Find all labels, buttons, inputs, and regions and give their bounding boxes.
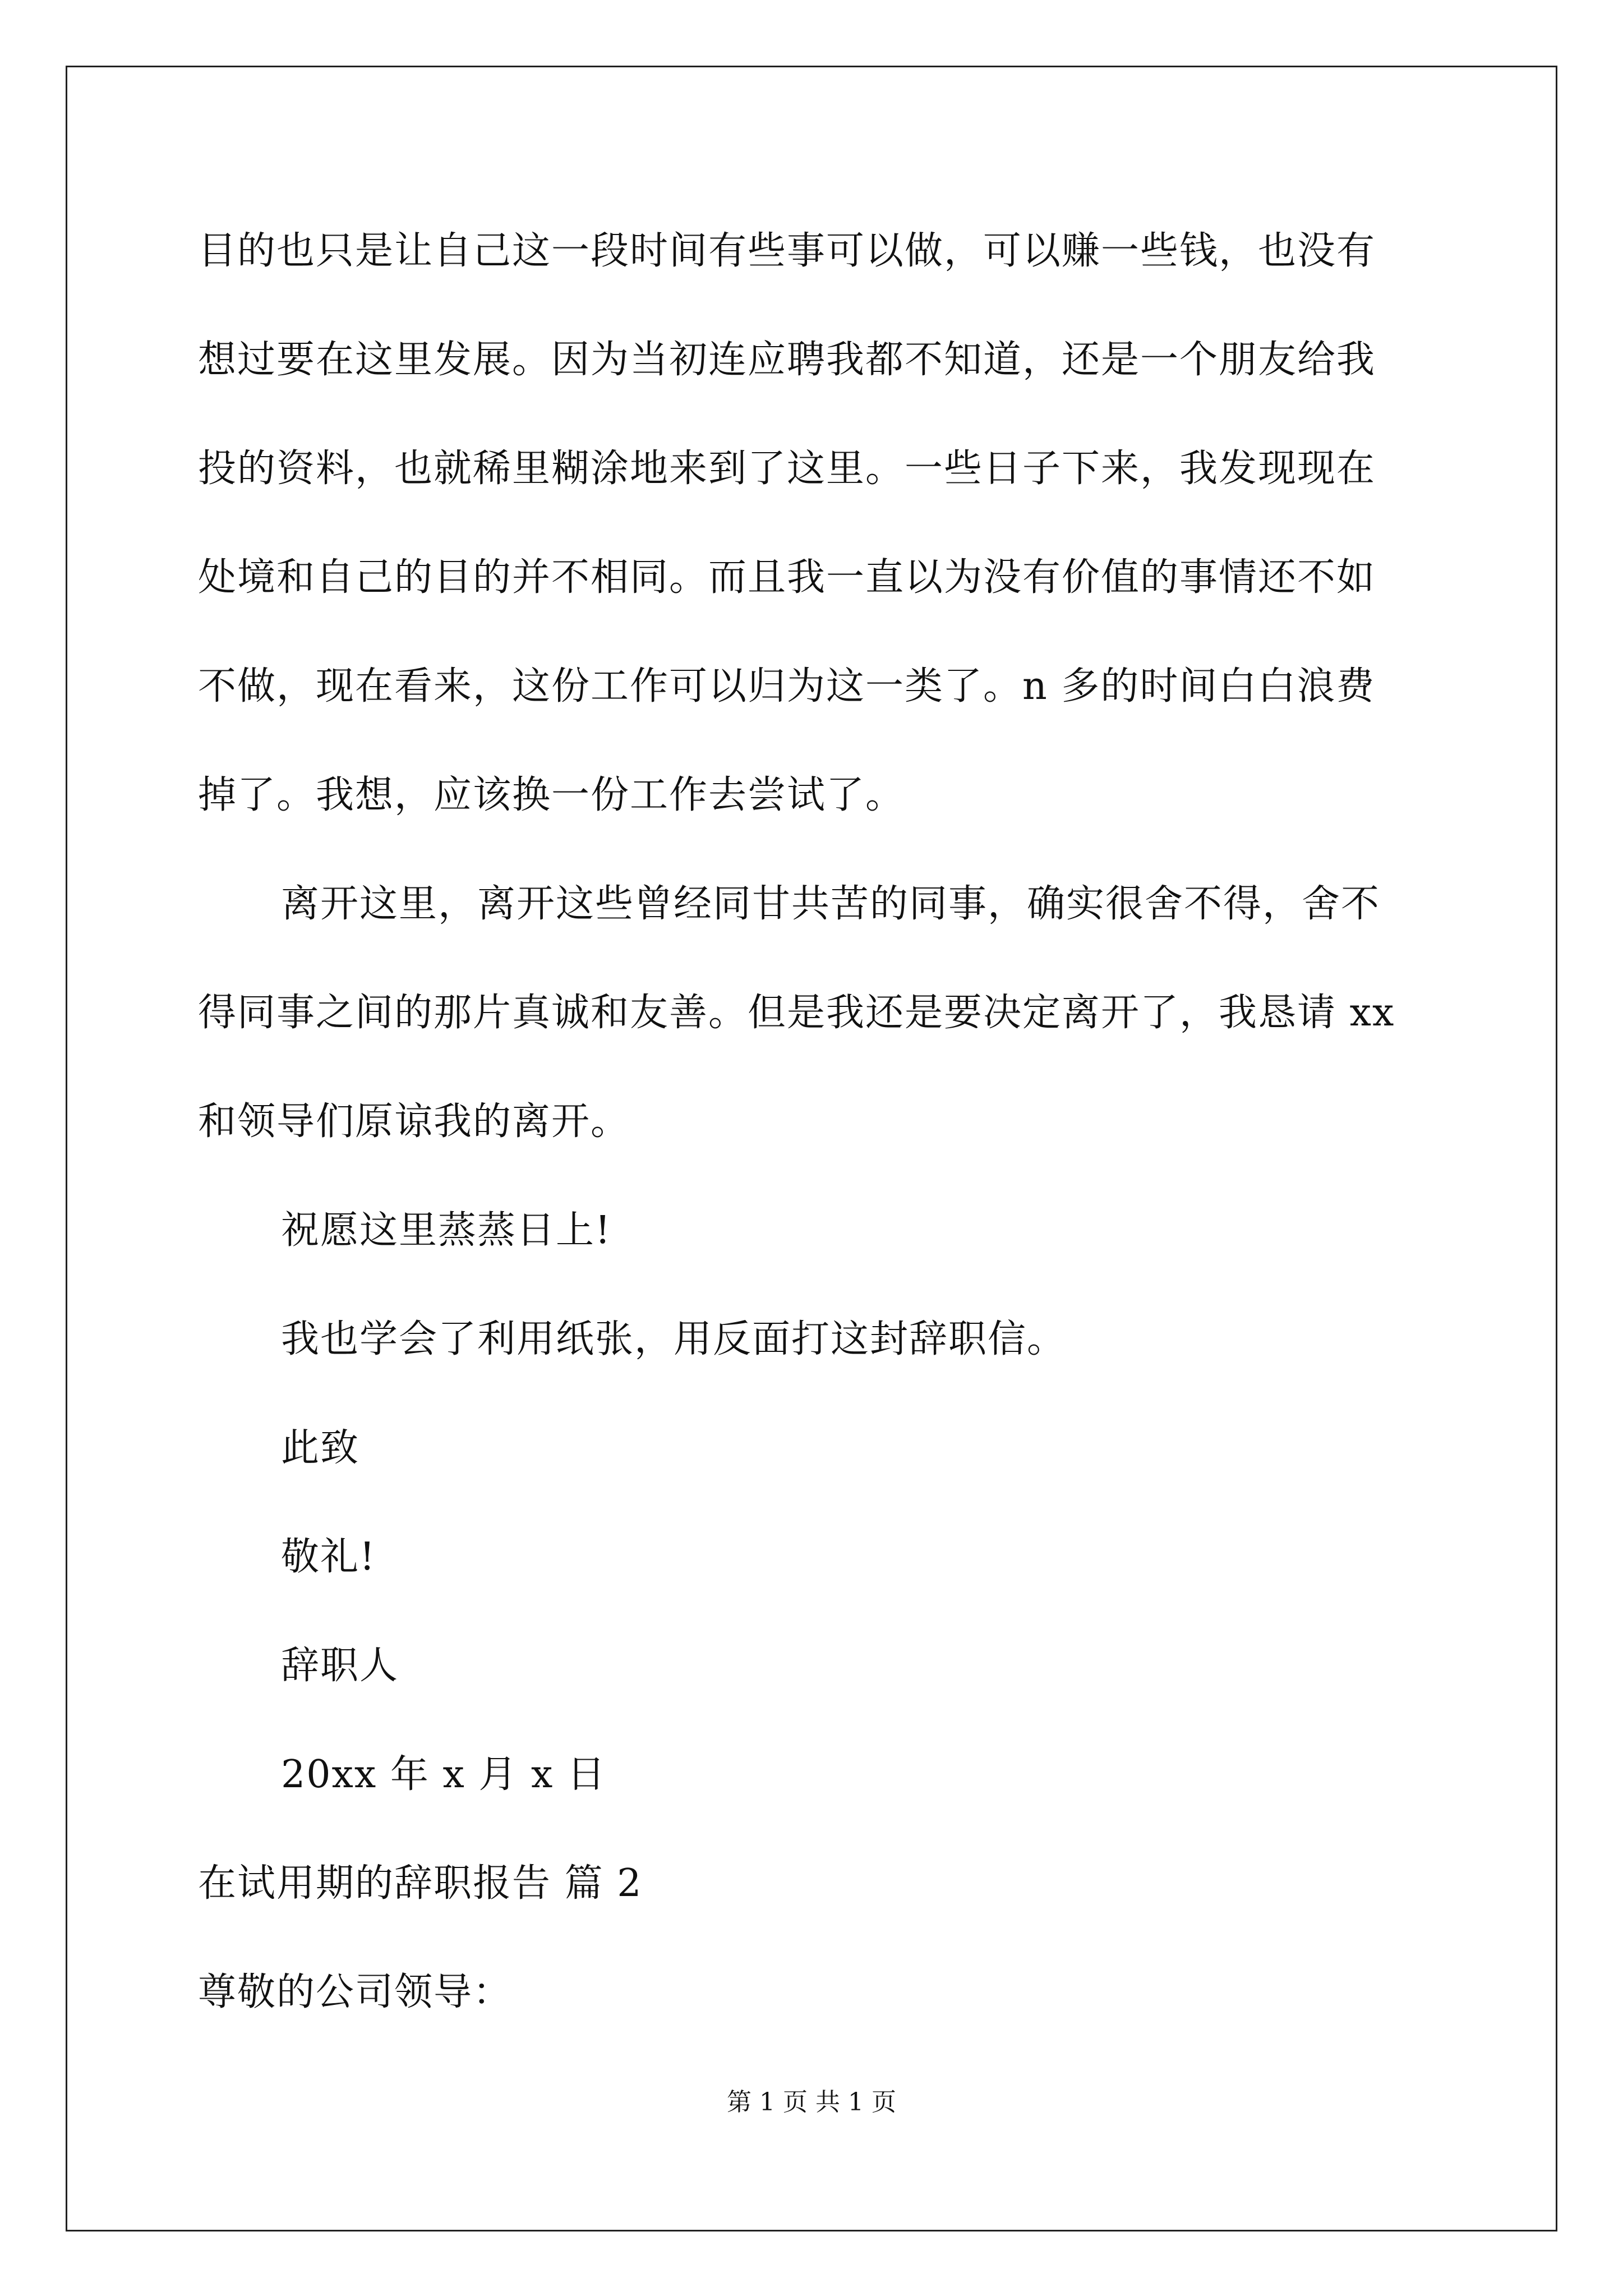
document-body (198, 218, 1432, 2068)
salutation-closing: 此致 (281, 1426, 360, 1470)
paragraph-line: 目的也只是让自己这一段时间有些事可以做，可以赚一些钱，也没有 (198, 229, 1376, 273)
greeting-line: 尊敬的公司领导： (198, 1970, 513, 2014)
paragraph-line: 不做，现在看来，这份工作可以归为这一类了。n 多的时间白白浪费 (198, 664, 1376, 708)
paragraph-line: 处境和自己的目的并不相同。而且我一直以为没有价值的事情还不如 (198, 555, 1376, 600)
date-line: 20xx 年 x 月 x 日 (281, 1752, 607, 1797)
paragraph-line: 想过要在这里发展。因为当初连应聘我都不知道，还是一个朋友给我 (198, 338, 1376, 382)
section-title: 在试用期的辞职报告 篇 2 (198, 1861, 643, 1906)
signature-label: 辞职人 (281, 1644, 399, 1688)
paragraph-line: 和领导们原谅我的离开。 (198, 1099, 630, 1144)
page-footer: 第 1 页 共 1 页 (727, 2088, 896, 2116)
paragraph-line: 得同事之间的那片真诚和友善。但是我还是要决定离开了，我恳请 xx (198, 991, 1395, 1035)
salutation-regards: 敬礼! (281, 1535, 376, 1579)
closing-wish: 祝愿这里蒸蒸日上! (281, 1208, 612, 1253)
paragraph-line: 投的资料，也就稀里糊涂地来到了这里。一些日子下来，我发现现在 (198, 447, 1376, 491)
paragraph-line: 离开这里，离开这些曾经同甘共苦的同事，确实很舍不得，舍不 (281, 882, 1381, 926)
paragraph-line: 我也学会了利用纸张，用反面打这封辞职信。 (281, 1317, 1067, 1361)
paragraph-line: 掉了。我想，应该换一份工作去尝试了。 (198, 773, 905, 817)
